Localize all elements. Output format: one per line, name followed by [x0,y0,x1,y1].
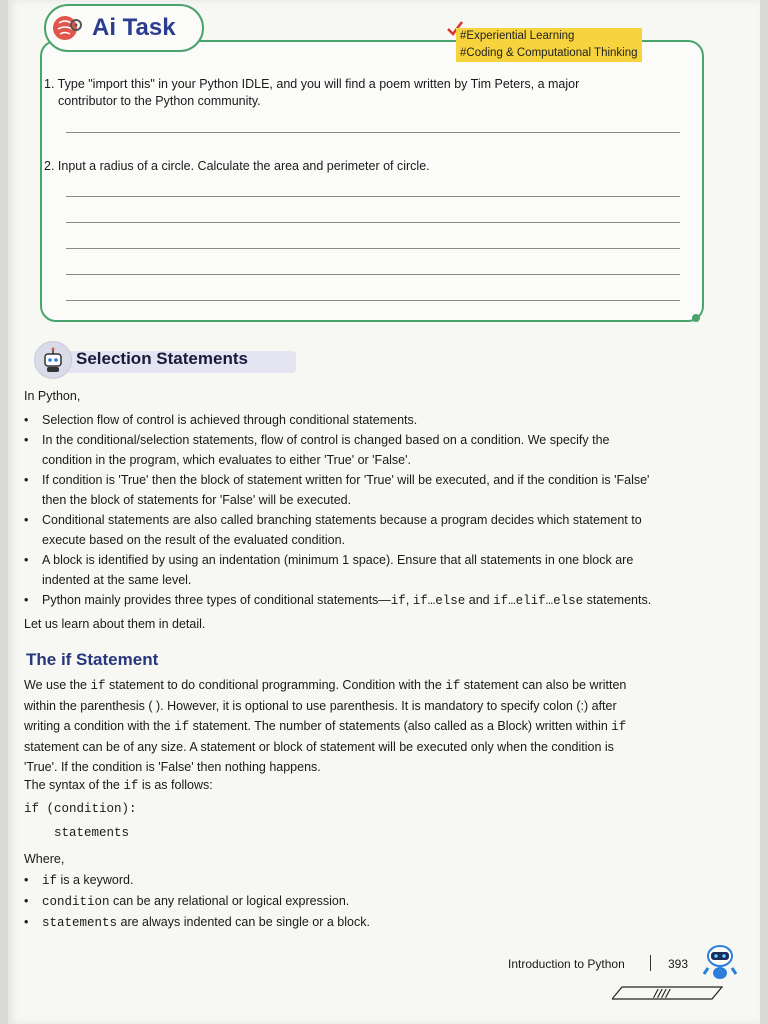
bullet-line: condition in the program, which evaluates to either 'True' or 'False'. [42,453,411,467]
bullet-text: Python mainly provides three types of conditional statements— [42,593,391,607]
where-text: can be any relational or logical expression. [109,894,350,908]
para-text: We use the [24,678,91,692]
bullet-line: If condition is 'True' then the block of statement written for 'True' will be executed, and if the condition is 'False' [42,473,650,487]
bullet-item [42,510,726,550]
textbook-page [8,0,760,1024]
bullet-dot: • [24,433,29,447]
code-keyword: if [42,874,58,888]
bullet-line: execute based on the result of the evaluated condition. [42,533,345,547]
syntax-text: The syntax of the [24,778,124,792]
bullet-dot: • [24,553,29,567]
decorative-dot [692,314,700,322]
answer-line[interactable] [66,248,680,249]
where-item [42,891,726,912]
robot-mascot-icon [700,942,740,982]
para-text: writing a condition with the [24,719,175,733]
task-tags [456,28,642,62]
code-line-condition: if (condition): [24,802,137,816]
bullet-item [42,430,726,470]
para-text: statement. The number of statements (also called as a Block) written within [189,719,612,733]
code-keyword: statements [42,916,118,930]
chapter-title: Introduction to Python [508,957,625,971]
outro-text: Let us learn about them in detail. [24,617,206,631]
tag-coding: #Coding & Computational Thinking [456,45,642,62]
code-line-statements: statements [54,826,130,840]
where-label: Where, [24,852,65,866]
para-text: statement to do conditional programming. Condition with the [105,678,446,692]
code-keyword: if…else [412,594,466,608]
answer-line[interactable] [66,196,680,197]
question-1-line-1: 1. Type "import this" in your Python IDLE, and you will find a poem written by Tim Peters, a major [44,77,580,91]
ai-task-title: Ai Task [92,14,176,41]
footer-stripe [612,986,724,1000]
answer-line[interactable] [66,300,680,301]
bullet-dot: • [24,894,29,908]
answer-line[interactable] [66,274,680,275]
bullet-dot: • [24,873,29,887]
bullet-line: then the block of statements for 'False' will be executed. [42,493,352,507]
bullet-line: Selection flow of control is achieved through conditional statements. [42,413,418,427]
page-number: 393 [668,957,689,971]
question-2-line-1: 2. Input a radius of a circle. Calculate the area and perimeter of circle. [44,159,430,173]
bullet-item [42,550,726,590]
code-keyword: if [445,679,461,693]
stripe-label: //// [654,987,671,1000]
footer-divider [650,955,651,971]
bullet-dot: • [24,593,29,607]
tag-experiential-learning: #Experiential Learning [456,28,642,45]
bullet-line: In the conditional/selection statements, flow of control is changed based on a condition. We specify the [42,433,610,447]
where-text: is a keyword. [57,873,134,887]
task-question-1 [44,76,694,110]
code-keyword: condition [42,895,110,909]
bullet-item [42,590,726,611]
code-keyword: if [174,720,190,734]
bullet-line: indented at the same level. [42,573,192,587]
answer-line[interactable] [66,132,680,133]
code-keyword: if [611,720,627,734]
bullet-text: , [405,593,413,607]
section-title: Selection Statements [76,349,248,368]
bullet-item [42,410,726,430]
code-keyword: if…elif…else [493,594,584,608]
para-line [24,675,726,696]
where-text: are always indented can be single or a block. [117,915,370,929]
if-paragraph [24,675,726,777]
bullet-dot: • [24,513,29,527]
bullet-text: and [465,593,494,607]
para-line: within the parenthesis ( ). However, it is optional to use parenthesis. It is mandatory to specify colon (:) after [24,699,617,713]
bullet-item [42,470,726,510]
para-line: statement can be of any size. A statement or block of statement will be executed only when the condition is [24,740,614,754]
task-question-2 [44,158,694,175]
answer-line[interactable] [66,222,680,223]
intro-text: In Python, [24,389,81,403]
if-statement-heading: The if Statement [26,650,159,669]
bullet-dot: • [24,413,29,427]
bullet-line: Conditional statements are also called branching statements because a program decides which statement to [42,513,642,527]
syntax-text: is as follows: [138,778,213,792]
brain-gear-icon [52,13,82,43]
bullet-dot: • [24,473,29,487]
para-line: 'True'. If the condition is 'False' then nothing happens. [24,760,321,774]
robot-icon [34,341,72,379]
para-text: statement can also be written [460,678,627,692]
where-item [42,870,726,891]
code-keyword: if [90,679,106,693]
ai-task-badge [44,4,204,52]
bullet-line: A block is identified by using an indentation (minimum 1 space). Ensure that all statements in one block are [42,553,634,567]
para-line [24,716,726,737]
where-item [42,912,726,933]
question-1-line-2: contributor to the Python community. [58,94,261,108]
bullet-text: statements. [583,593,652,607]
bullet-dot: • [24,915,29,929]
code-keyword: if [123,779,139,793]
syntax-intro [24,775,213,796]
code-keyword: if [390,594,406,608]
